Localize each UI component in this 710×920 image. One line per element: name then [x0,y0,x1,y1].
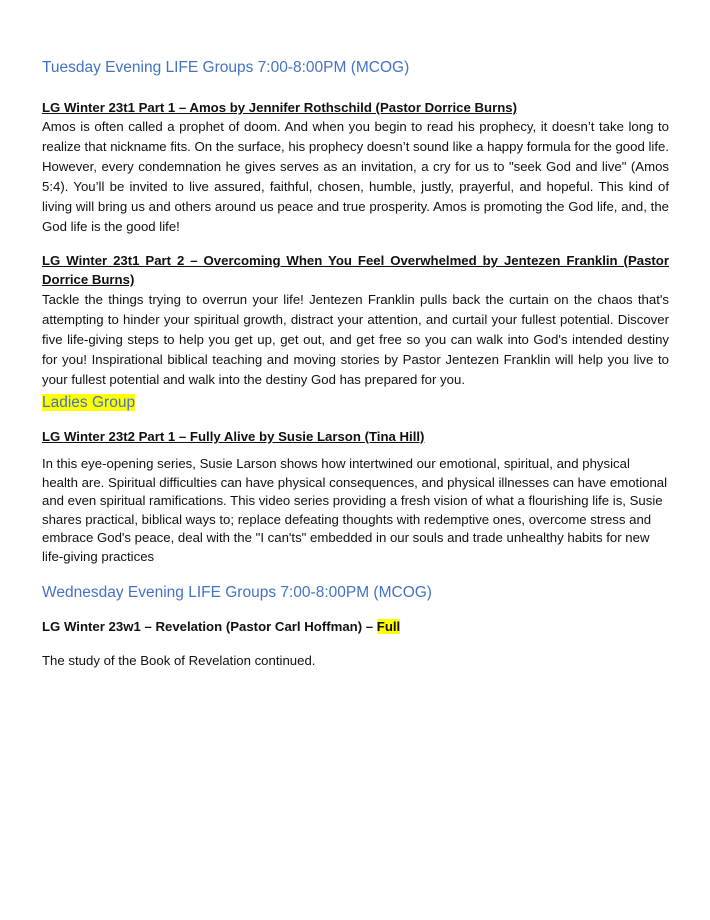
wednesday-item-1-description: The study of the Book of Revelation continued. [42,652,316,668]
document-page [42,58,669,670]
ladies-heading-highlight: Ladies Group [42,394,136,411]
tuesday-item-1-description: Amos is often called a prophet of doom. And when you begin to read his prophecy, it doesn’t take long to realize that nickname fits. On the surface, his prophecy doesn’t sound like a happy formula for the good life. However, every condemnation he gives serves as an invitation, a cry for us to "seek God and live" (Amos 5:4). You’ll be invited to live assured, faithful, chosen, humble, justly, prayerful, and hopeful. This kind of living will bring us and others around us peace and true prosperity. Amos is promoting the God life, and, the God life is the good life! [42,119,669,234]
wednesday-item-1-title-text: LG Winter 23w1 – Revelation (Pastor Carl Hoffman) – [42,618,377,634]
tuesday-item-2-title: LG Winter 23t1 Part 2 – Overcoming When You Feel Overwhelmed by Jentezen Franklin (Pastor Dorrice Burns) [42,253,669,287]
wednesday-item-1-title [42,617,669,636]
ladies-section-heading [42,393,669,413]
status-badge: Full [376,618,401,634]
tuesday-section-heading: Tuesday Evening LIFE Groups 7:00-8:00PM (MCOG) [42,59,410,76]
ladies-item-1-title: LG Winter 23t2 Part 1 – Fully Alive by Susie Larson (Tina Hill) [42,429,425,444]
tuesday-item-1-title: LG Winter 23t1 Part 1 – Amos by Jennifer Rothschild (Pastor Dorrice Burns) [42,100,517,115]
tuesday-item-2-description: Tackle the things trying to overrun your life! Jentezen Franklin pulls back the curtain on the chaos that's attempting to hinder your spiritual growth, distract your attention, and curtail your fullest potential. Discover five life-giving steps to help you get up, get out, and get free so you can walk into God's intended destiny for you! Inspirational biblical teaching and moving stories by Pastor Jentezen Franklin will help you live to your fullest potential and walk into the destiny God has prepared for you. [42,292,669,387]
ladies-item-1-description: In this eye-opening series, Susie Larson shows how intertwined our emotional, spiritual, and physical health are. Spiritual difficulties can have physical consequences, and physical illnesses can have emotional and even spiritual ramifications. This video series providing a fresh vision of what a flourishing life is, Susie shares practical, biblical ways to; replace defeating thoughts with redemptive ones, overcome stress and embrace God's peace, deal with the "I can'ts" embedded in our souls and trade unhealthy habits for new life-giving practices [42,456,668,564]
wednesday-section-heading: Wednesday Evening LIFE Groups 7:00-8:00PM (MCOG) [42,583,432,601]
